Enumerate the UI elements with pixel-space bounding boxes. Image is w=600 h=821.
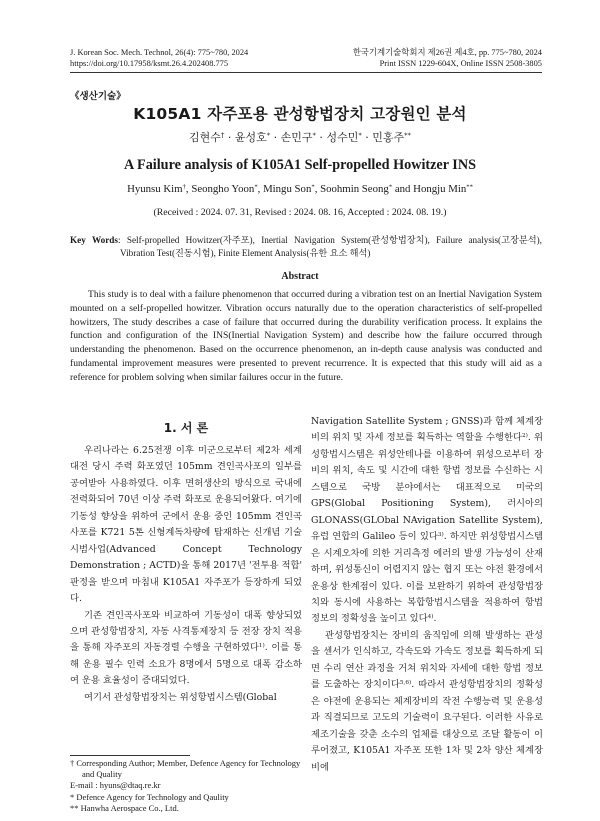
author-name: 손민구	[280, 131, 313, 144]
paragraph: Navigation Satellite System ; GNSS)과 함께 체계장비의 위치 및 자세 정보를 획득하는 역할을 수행한다$^{2)}$. 위성항법시스템은 위성안테나를 이용하여 위성으로부터 장비의 위치, 속도 및 시간에 대한 항법 정보를 수신하는 시스템으로 국방 분야에서는 대표적으로 미국의 GPS(Global Positioning System), 러시아의 GLONASS(GLObal NAvigation Satellite System), 유럽 연합의 Galileo 등이 있다$^{3)}$. 하지만 위성항법시스템은 시계오차에 의한 거리측정 에러의 발생 가능성이 산재하며, 위성통신이 어렵지지 않는 협지 또는 야전 환경에서 운용상 한계점이 있다. 이를 보완하기 위하여 관성항법장치와 동시에 사용하는 복합항법시스템을 적용하여 항법 정보의 정확성을 높이고 있다$^{4)}$.	[311, 416, 543, 625]
keywords-block	[70, 234, 542, 259]
author-affiliation-mark: †	[182, 183, 186, 191]
author-affiliation-mark: *	[312, 131, 316, 140]
abstract-text: This study is to deal with a failure phenomenon that occurred during a vibration test on an Inertial Navigation System mounted on a self-propelled howitzer. Vibration occurs naturally due to the operation characteristics of self-propelled howitzers, The study describes a case of failure that occurred during the durability verification process. It explains the function and configuration of the INS(Inertial Navigation System) and describe how the failure occurred through understanding the phenomenon. Based on the occurrence phenomenon, an in-depth cause analysis was conducted and fundamental improvement measures were presented to prevent recurrence. It is expected that this study will aid as a reference for problem solving when similar failures occur in the future.	[70, 289, 542, 383]
author-name: 성수민	[326, 131, 359, 144]
header-rule	[70, 72, 542, 73]
citation-ref: 1)	[258, 643, 265, 650]
author-name: Seongho Yoon	[191, 183, 255, 195]
section-heading-introduction: 1. 서 론	[163, 421, 209, 435]
author-affiliation-mark: **	[466, 183, 473, 191]
korean-authors: 김현수† · 윤성호* · 손민구* · 성수민* · 민홍주**	[189, 131, 411, 144]
doi-link[interactable]: https://doi.org/10.17958/ksmt.26.4.202408.775	[70, 59, 229, 68]
paragraph: 여기서 관성항법장치는 위성항법시스템(Global	[84, 691, 277, 703]
footnote-email[interactable]: E-mail : hyuns@dtaq.re.kr	[70, 780, 161, 791]
keywords-label: Key Words	[70, 235, 118, 245]
journal-citation: J. Korean Soc. Mech. Technol, 26(4): 775~780, 2024	[70, 48, 249, 57]
author-name: 윤성호	[234, 131, 267, 144]
footnote-corresponding: † Corresponding Author; Member, Defence Agency for Technology and Quality	[70, 758, 301, 780]
author-name: Soohmin Seong	[320, 183, 389, 195]
paragraph: 우리나라는 6.25전쟁 이후 미군으로부터 제2차 세계대전 당시 주력 화포였던 105mm 견인곡사포의 일부를 공여받아 사용하였다. 이후 면허생산의 방식으로 국내에 전력화되어 70년 이상 주력 화포로 운용되어왔다. 여기에 기동성 향상을 위하여 군에서 운용 중인 105mm 견인곡사포를 K721 5톤 신형계독차량에 탑재하는 신개념 기술 시범사업(Advanced Concept Technology Demonstration ; ACTD)을 통해 2017년 '전투용 적합' 판정을 받으며 마침내 K105A1 자주포가 등장하게 되었다.	[70, 445, 302, 605]
body-column-left	[70, 443, 302, 706]
author-affiliation-mark: *	[388, 183, 393, 191]
footnote-rule	[70, 755, 190, 756]
keywords-text: : Self-propelled Howitzer(자주포), Inertial Navigation System(관성항법장치), Failure analysis(고장분석), Vibration Test(진동시험), Finite Element Analysis(유한 요소 해석)	[117, 235, 542, 258]
footnote-affiliation-1: * Defence Agency for Technology and Qaulity	[70, 791, 229, 802]
author-name: Hyunsu Kim	[127, 183, 183, 195]
korean-title: K105A1 자주포용 관성항법장치 고장원인 분석	[133, 105, 467, 123]
issn-info: Print ISSN 1229-604X, Online ISSN 2508-3805	[379, 59, 542, 68]
author-name: 민홍주	[372, 131, 405, 144]
footnotes	[70, 758, 302, 814]
paragraph: 관성항법장치는 장비의 움직임에 의해 발생하는 관성을 센서가 인식하고, 각속도와 가속도 정보를 획득하게 되면 수리 연산 과정을 거쳐 위치와 자세에 대한 항법 정보를 도출하는 장치이다$^{5,6)}$. 따라서 관성항법장치의 정확성은 야전에 운용되는 체계장비의 작전 수행능력 및 운용성과 직결되므로 고도의 기술력이 요구된다. 이러한 사유로 제조기술을 갖춘 소수의 업체를 대상으로 조달 활동이 이루어졌고, K105A1 자주포 또한 1차 및 2차 양산 체계장비에	[311, 629, 543, 773]
author-affiliation-mark: *	[358, 131, 362, 140]
citation-ref: 3)	[437, 532, 444, 539]
author-affiliation-mark: *	[254, 183, 258, 191]
author-name: 김현수	[189, 131, 221, 144]
english-title: A Failure analysis of K105A1 Self-propelled Howitzer INS	[124, 157, 476, 173]
author-affiliation-mark: *	[311, 183, 315, 191]
body-column-right	[311, 414, 543, 776]
journal-citation-korean: 한국기계기술학회지 제26권 제4호, pp. 775~780, 2024	[352, 48, 542, 57]
author-affiliation-mark: †	[220, 131, 225, 140]
footnote-affiliation-2: ** Hanwha Aerospace Co., Ltd.	[70, 802, 179, 813]
english-authors: Hyunsu Kim†, Seongho Yoon*, Mingu Son*, Soohmin Seong* and Hongju Min**	[127, 183, 473, 195]
citation-ref: 5,6)	[399, 680, 412, 687]
received-dates: (Received : 2024. 07. 31, Revised : 2024. 08. 16, Accepted : 2024. 08. 19.)	[153, 207, 447, 218]
abstract-heading: Abstract	[281, 271, 319, 282]
author-affiliation-mark: **	[404, 131, 411, 140]
article-category: 《생산기술》	[70, 91, 126, 102]
author-name: Hongju Min	[413, 183, 467, 195]
author-name: Mingu Son	[263, 183, 312, 195]
citation-ref: 2)	[521, 433, 528, 440]
author-affiliation-mark: *	[266, 131, 271, 140]
paragraph: 기존 견인곡사포와 비교하여 기동성이 대폭 향상되었으며 관성항법장치, 자동 사격통제장치 등 전장 장치 적용을 통해 자주포의 자동경렬 수행을 구현하였다$^{1)}$. 이를 통해 운용 필수 인력 소요가 8명에서 5명으로 대폭 감소하여 운용 효율성이 증대되었다.	[70, 609, 302, 687]
citation-ref: 4)	[427, 614, 434, 621]
